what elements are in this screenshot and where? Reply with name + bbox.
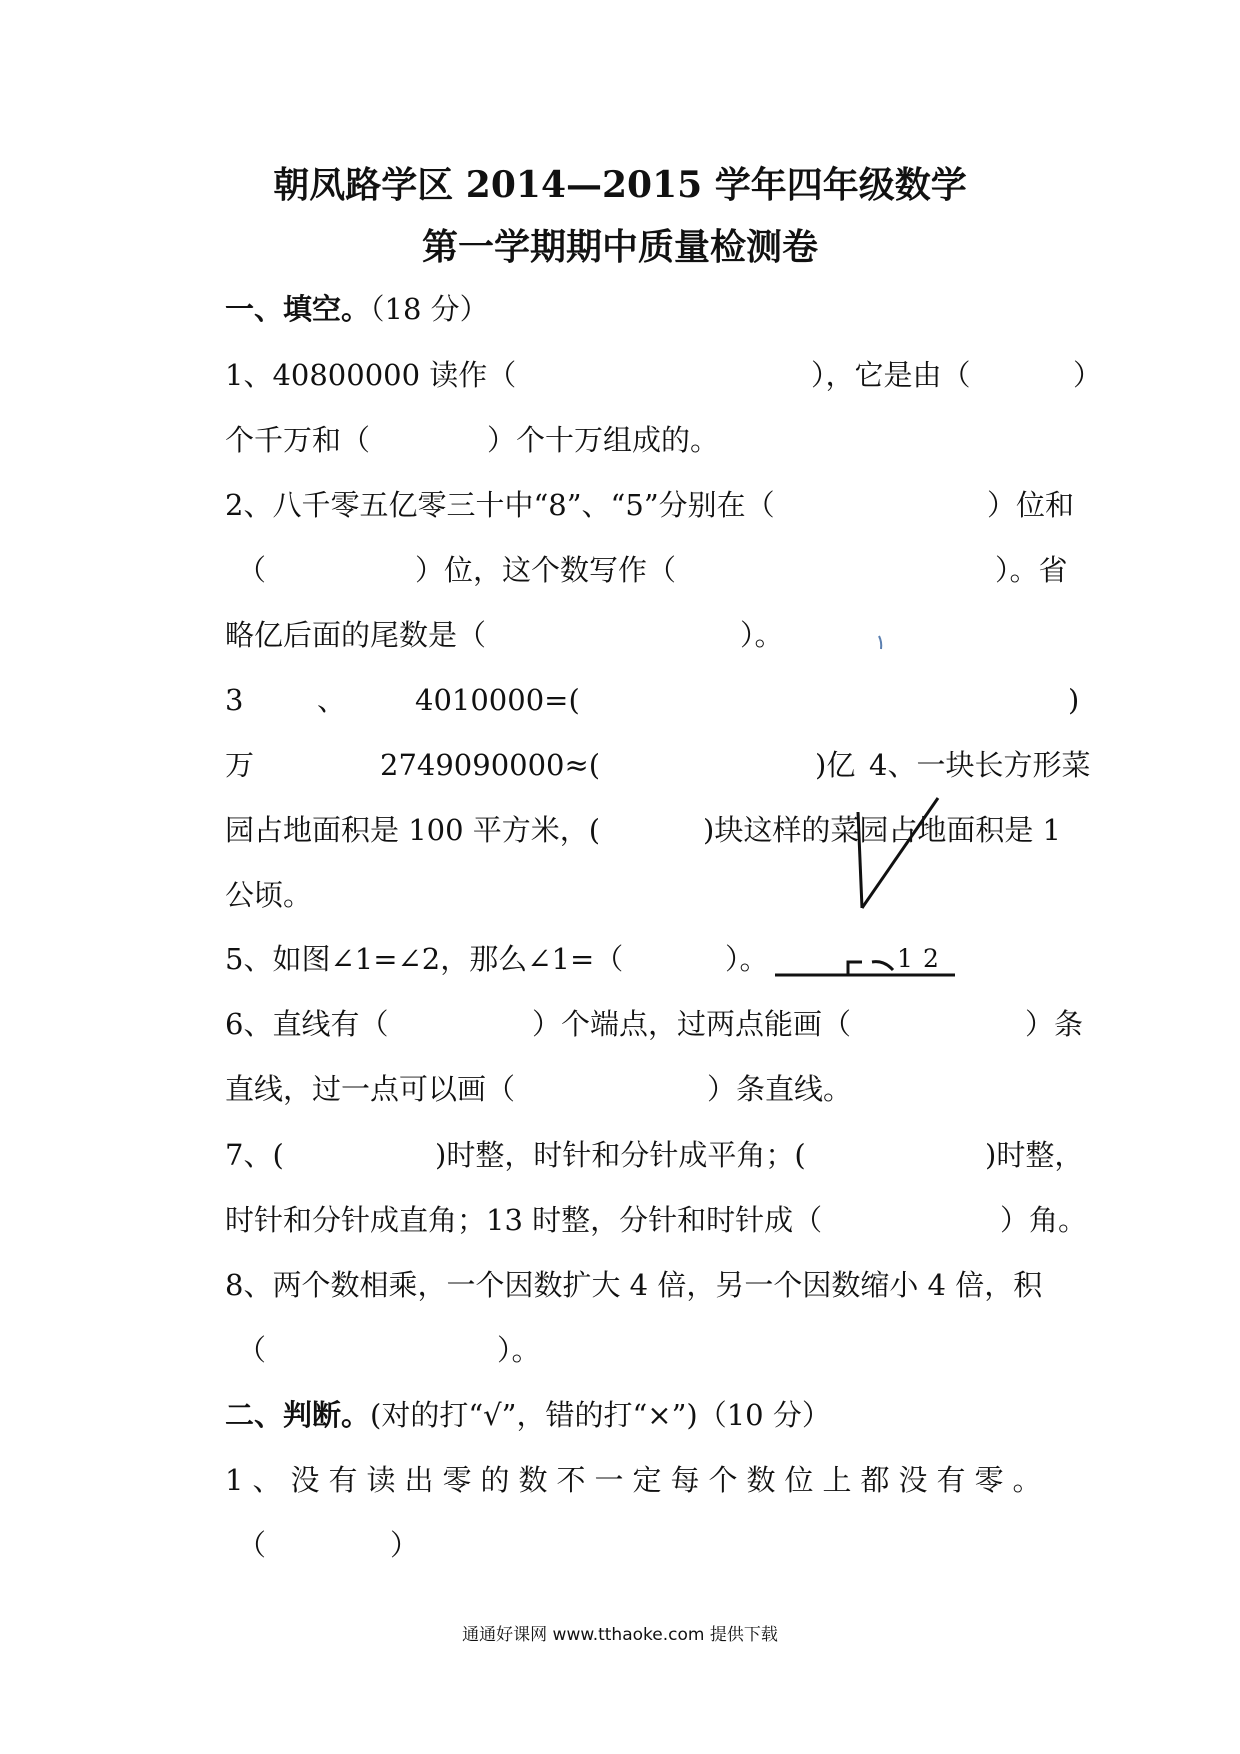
q7-text-d: 时针和分针成直角；13 时整，分针和时针成（ bbox=[225, 1203, 823, 1237]
q3-text-e: 万 bbox=[225, 748, 255, 782]
section-2-note: (对的打“√”，错的打“×”)（10 分） bbox=[370, 1398, 831, 1432]
q7-text-b: )时整，时针和分针成平角；( bbox=[435, 1138, 806, 1172]
q3-text-d: ) bbox=[1068, 683, 1080, 717]
q8-text-c: ）。 bbox=[497, 1333, 541, 1367]
q4-text-d: 公顷。 bbox=[225, 878, 313, 912]
q3-text-b: 、 bbox=[317, 683, 347, 717]
q1-text-a: 1、40800000 读作（ bbox=[225, 358, 517, 392]
angle-ray-vertical bbox=[858, 812, 862, 908]
q3-text-f: 2749090000≈( bbox=[380, 748, 601, 782]
q2-text-c: （ bbox=[237, 553, 267, 587]
q1-text-c: ） bbox=[1073, 358, 1103, 392]
q2-text-d: ）位，这个数写作（ bbox=[415, 553, 677, 587]
page-subtitle: 第一学期期中质量检测卷 bbox=[421, 226, 818, 268]
footer-watermark: 通通好课网 www.tthaoke.com 提供下载 bbox=[462, 1625, 778, 1645]
question-8-line-2 bbox=[225, 1328, 1095, 1372]
s2-q1-text-c: ） bbox=[390, 1528, 420, 1562]
q2-text-f: 略亿后面的尾数是（ bbox=[225, 618, 487, 652]
angle-label-1: 1 bbox=[897, 944, 913, 973]
q4-text-c: )块这样的菜园占地面积是 1 bbox=[703, 813, 1061, 847]
q6-text-d: 直线，过一点可以画（ bbox=[225, 1072, 516, 1106]
question-6-line-2 bbox=[225, 1067, 1095, 1111]
q2-text-e: ）。省 bbox=[995, 553, 1068, 587]
s2-q1-text-a: 1、没有读出零的数不一定每个数位上都没有零。 bbox=[225, 1463, 1051, 1497]
q7-text-c: )时整， bbox=[985, 1138, 1084, 1172]
q1-text-e: ）个十万组成的。 bbox=[487, 423, 720, 457]
q7-text-a: 7、( bbox=[225, 1138, 284, 1172]
question-6-line-1 bbox=[225, 1002, 1095, 1046]
s2-q1-text-b: （ bbox=[237, 1528, 267, 1562]
q6-text-b: ）个端点，过两点能画（ bbox=[532, 1007, 852, 1041]
question-7-line-2 bbox=[225, 1198, 1095, 1242]
question-5-line bbox=[225, 937, 1095, 981]
q5-text-a: 5、如图∠1=∠2，那么∠1=（ bbox=[225, 942, 624, 976]
section-2-question-1-line-1 bbox=[225, 1458, 1095, 1502]
q2-text-b: ）位和 bbox=[987, 488, 1075, 522]
q2-text-g: ）。 bbox=[740, 618, 784, 652]
question-8-line-1 bbox=[225, 1263, 1095, 1307]
q8-text-b: （ bbox=[237, 1333, 267, 1367]
q7-text-e: ）角。 bbox=[1000, 1203, 1088, 1237]
section-2-question-1-line-2 bbox=[225, 1523, 1095, 1567]
question-7-line-1 bbox=[225, 1133, 1095, 1177]
q6-text-e: ）条直线。 bbox=[707, 1072, 853, 1106]
q6-text-c: ）条 bbox=[1025, 1007, 1084, 1041]
q1-text-b: ），它是由（ bbox=[811, 358, 971, 392]
page-title: 朝凤路学区 2014—2015 学年四年级数学 bbox=[273, 164, 967, 206]
q4-text-a: 4、一块长方形菜 bbox=[869, 748, 1091, 782]
q1-text-d: 个千万和（ bbox=[225, 423, 371, 457]
q4-text-b: 园占地面积是 100 平方米，( bbox=[225, 813, 601, 847]
section-2-heading bbox=[225, 1393, 1095, 1437]
section-1-score: （18 分） bbox=[370, 292, 489, 326]
section-1-title: 一、填空。 bbox=[225, 292, 371, 326]
q6-text-a: 6、直线有（ bbox=[225, 1007, 389, 1041]
section-2-title: 二、判断。 bbox=[225, 1398, 371, 1432]
q2-text-a: 2、八千零五亿零三十中“8”、“5”分别在（ bbox=[225, 488, 775, 522]
q3-text-g: )亿 bbox=[815, 748, 856, 782]
q5-text-b: ）。 bbox=[725, 942, 769, 976]
angle-label-2: 2 bbox=[923, 944, 939, 973]
q3-text-c: 4010000=( bbox=[415, 683, 580, 717]
angle-ray-diagonal bbox=[862, 798, 938, 908]
q8-text-a: 8、两个数相乘，一个因数扩大 4 倍，另一个因数缩小 4 倍，积 bbox=[225, 1268, 1043, 1302]
q3-text-a: 3 bbox=[225, 683, 244, 717]
